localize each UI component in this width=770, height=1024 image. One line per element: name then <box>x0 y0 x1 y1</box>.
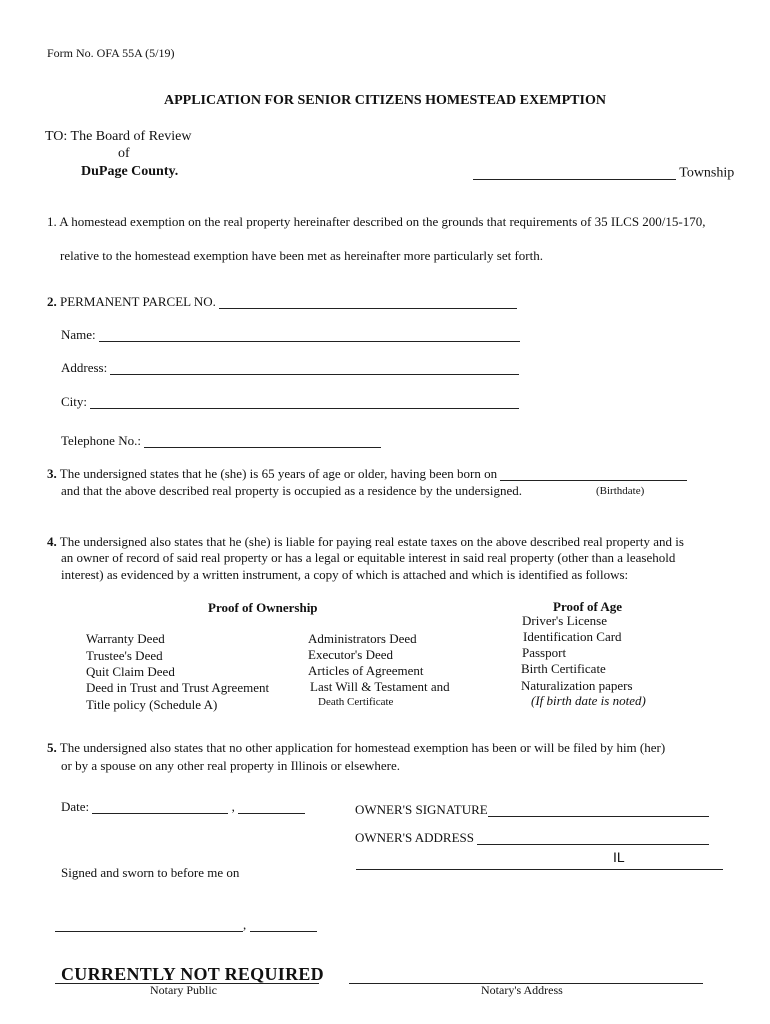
state-value: IL <box>613 849 625 865</box>
city-label: City: <box>61 394 88 409</box>
section3-line1 <box>47 467 687 482</box>
name-line <box>61 328 520 343</box>
city-line <box>61 395 519 410</box>
section5-text1: The undersigned also states that no other application for homestead exemption has been or will be filed by him (her) <box>59 740 666 755</box>
address-label: Address: <box>61 360 108 375</box>
ownership-item-sub: Death Certificate <box>318 696 394 708</box>
township-field[interactable] <box>473 165 676 180</box>
not-required-stamp: CURRENTLY NOT REQUIRED <box>61 964 324 984</box>
address-line <box>61 361 519 376</box>
telephone-line <box>61 434 381 449</box>
parcel-line <box>47 295 517 310</box>
ownership-heading: Proof of Ownership <box>208 600 318 615</box>
age-heading: Proof of Age <box>553 599 623 614</box>
form-title: APPLICATION FOR SENIOR CITIZENS HOMESTEAD EXEMPTION <box>164 93 606 108</box>
owner-city-state-field[interactable] <box>356 856 723 870</box>
date-label: Date: <box>61 799 90 814</box>
section1-line2: relative to the homestead exemption have been met as hereinafter more particularly set forth. <box>60 248 543 263</box>
section4-text1: The undersigned also states that he (she) is liable for paying real estate taxes on the above described real property and is <box>59 534 684 549</box>
county-name: DuPage County. <box>81 164 179 179</box>
age-item: Driver's License <box>522 613 608 628</box>
date-line: Date: , <box>61 800 305 815</box>
parcel-number-field[interactable] <box>219 295 517 309</box>
section3-number: 3. <box>47 466 57 481</box>
township-line <box>473 165 734 182</box>
address-field[interactable] <box>110 361 519 375</box>
age-item: Birth Certificate <box>521 661 606 676</box>
section5-line2: or by a spouse on any other real property in Illinois or elsewhere. <box>61 758 400 773</box>
telephone-field[interactable] <box>144 434 381 448</box>
name-label: Name: <box>61 327 96 342</box>
ownership-item: Executor's Deed <box>308 647 394 662</box>
age-item: Passport <box>522 645 567 660</box>
owner-address-field[interactable] <box>477 831 709 845</box>
city-field[interactable] <box>90 395 519 409</box>
ownership-item: Trustee's Deed <box>86 648 163 663</box>
section5-line1 <box>47 741 665 756</box>
section2-number: 2. <box>47 294 57 309</box>
addressee-of: of <box>118 146 130 161</box>
birthdate-field[interactable] <box>500 467 687 481</box>
section1-line1: 1. A homestead exemption on the real property hereinafter described on the grounds that requirements of 35 ILCS 200/15-170, <box>47 214 706 229</box>
section4-number: 4. <box>47 534 57 549</box>
ownership-item: Quit Claim Deed <box>86 664 175 679</box>
owner-signature-field[interactable] <box>488 803 709 817</box>
telephone-label: Telephone No.: <box>61 433 141 448</box>
date-month-day-field[interactable] <box>92 800 228 814</box>
form-number: Form No. OFA 55A (5/19) <box>47 46 175 60</box>
owner-signature-label: OWNER'S SIGNATURE <box>355 802 488 817</box>
ownership-item: Warranty Deed <box>86 631 165 646</box>
section4-line2: an owner of record of said real property or has a legal or equitable interest in said real property (other than a leasehold <box>61 550 676 565</box>
age-item: Naturalization papers <box>521 678 633 693</box>
section4-line3: interest) as evidenced by a written instrument, a copy of which is attached and which is identified as follows: <box>61 567 629 582</box>
township-label: Township <box>679 165 735 181</box>
ownership-item: Deed in Trust and Trust Agreement <box>86 680 270 695</box>
section5-number: 5. <box>47 740 57 755</box>
section4-line1 <box>47 535 684 550</box>
ownership-item: Articles of Agreement <box>308 663 424 678</box>
date-year-field[interactable] <box>238 800 305 814</box>
sworn-date-field[interactable] <box>55 918 243 932</box>
ownership-item: Administrators Deed <box>308 631 417 646</box>
ownership-item: Title policy (Schedule A) <box>86 697 218 712</box>
section3-line2: and that the above described real property is occupied as a residence by the undersigned. <box>61 483 522 498</box>
notary-address-label: Notary's Address <box>481 983 563 997</box>
ownership-item: Last Will & Testament and <box>310 679 450 694</box>
owner-address-label: OWNER'S ADDRESS <box>355 830 474 845</box>
sworn-label: Signed and sworn to before me on <box>61 865 240 880</box>
sworn-year-field[interactable] <box>250 918 317 932</box>
addressee-to: TO: The Board of Review <box>45 129 192 144</box>
age-note: (If birth date is noted) <box>531 693 646 708</box>
parcel-label: PERMANENT PARCEL NO. <box>60 294 216 309</box>
notary-public-label: Notary Public <box>150 983 217 997</box>
birthdate-caption: (Birthdate) <box>596 485 645 497</box>
owner-signature-line <box>355 803 709 818</box>
age-item: Identification Card <box>523 629 622 644</box>
sworn-date-line: , <box>55 918 317 933</box>
name-field[interactable] <box>99 328 520 342</box>
section3-text1: The undersigned states that he (she) is 65 years of age or older, having been born on <box>59 466 498 481</box>
owner-address-line <box>355 831 709 846</box>
